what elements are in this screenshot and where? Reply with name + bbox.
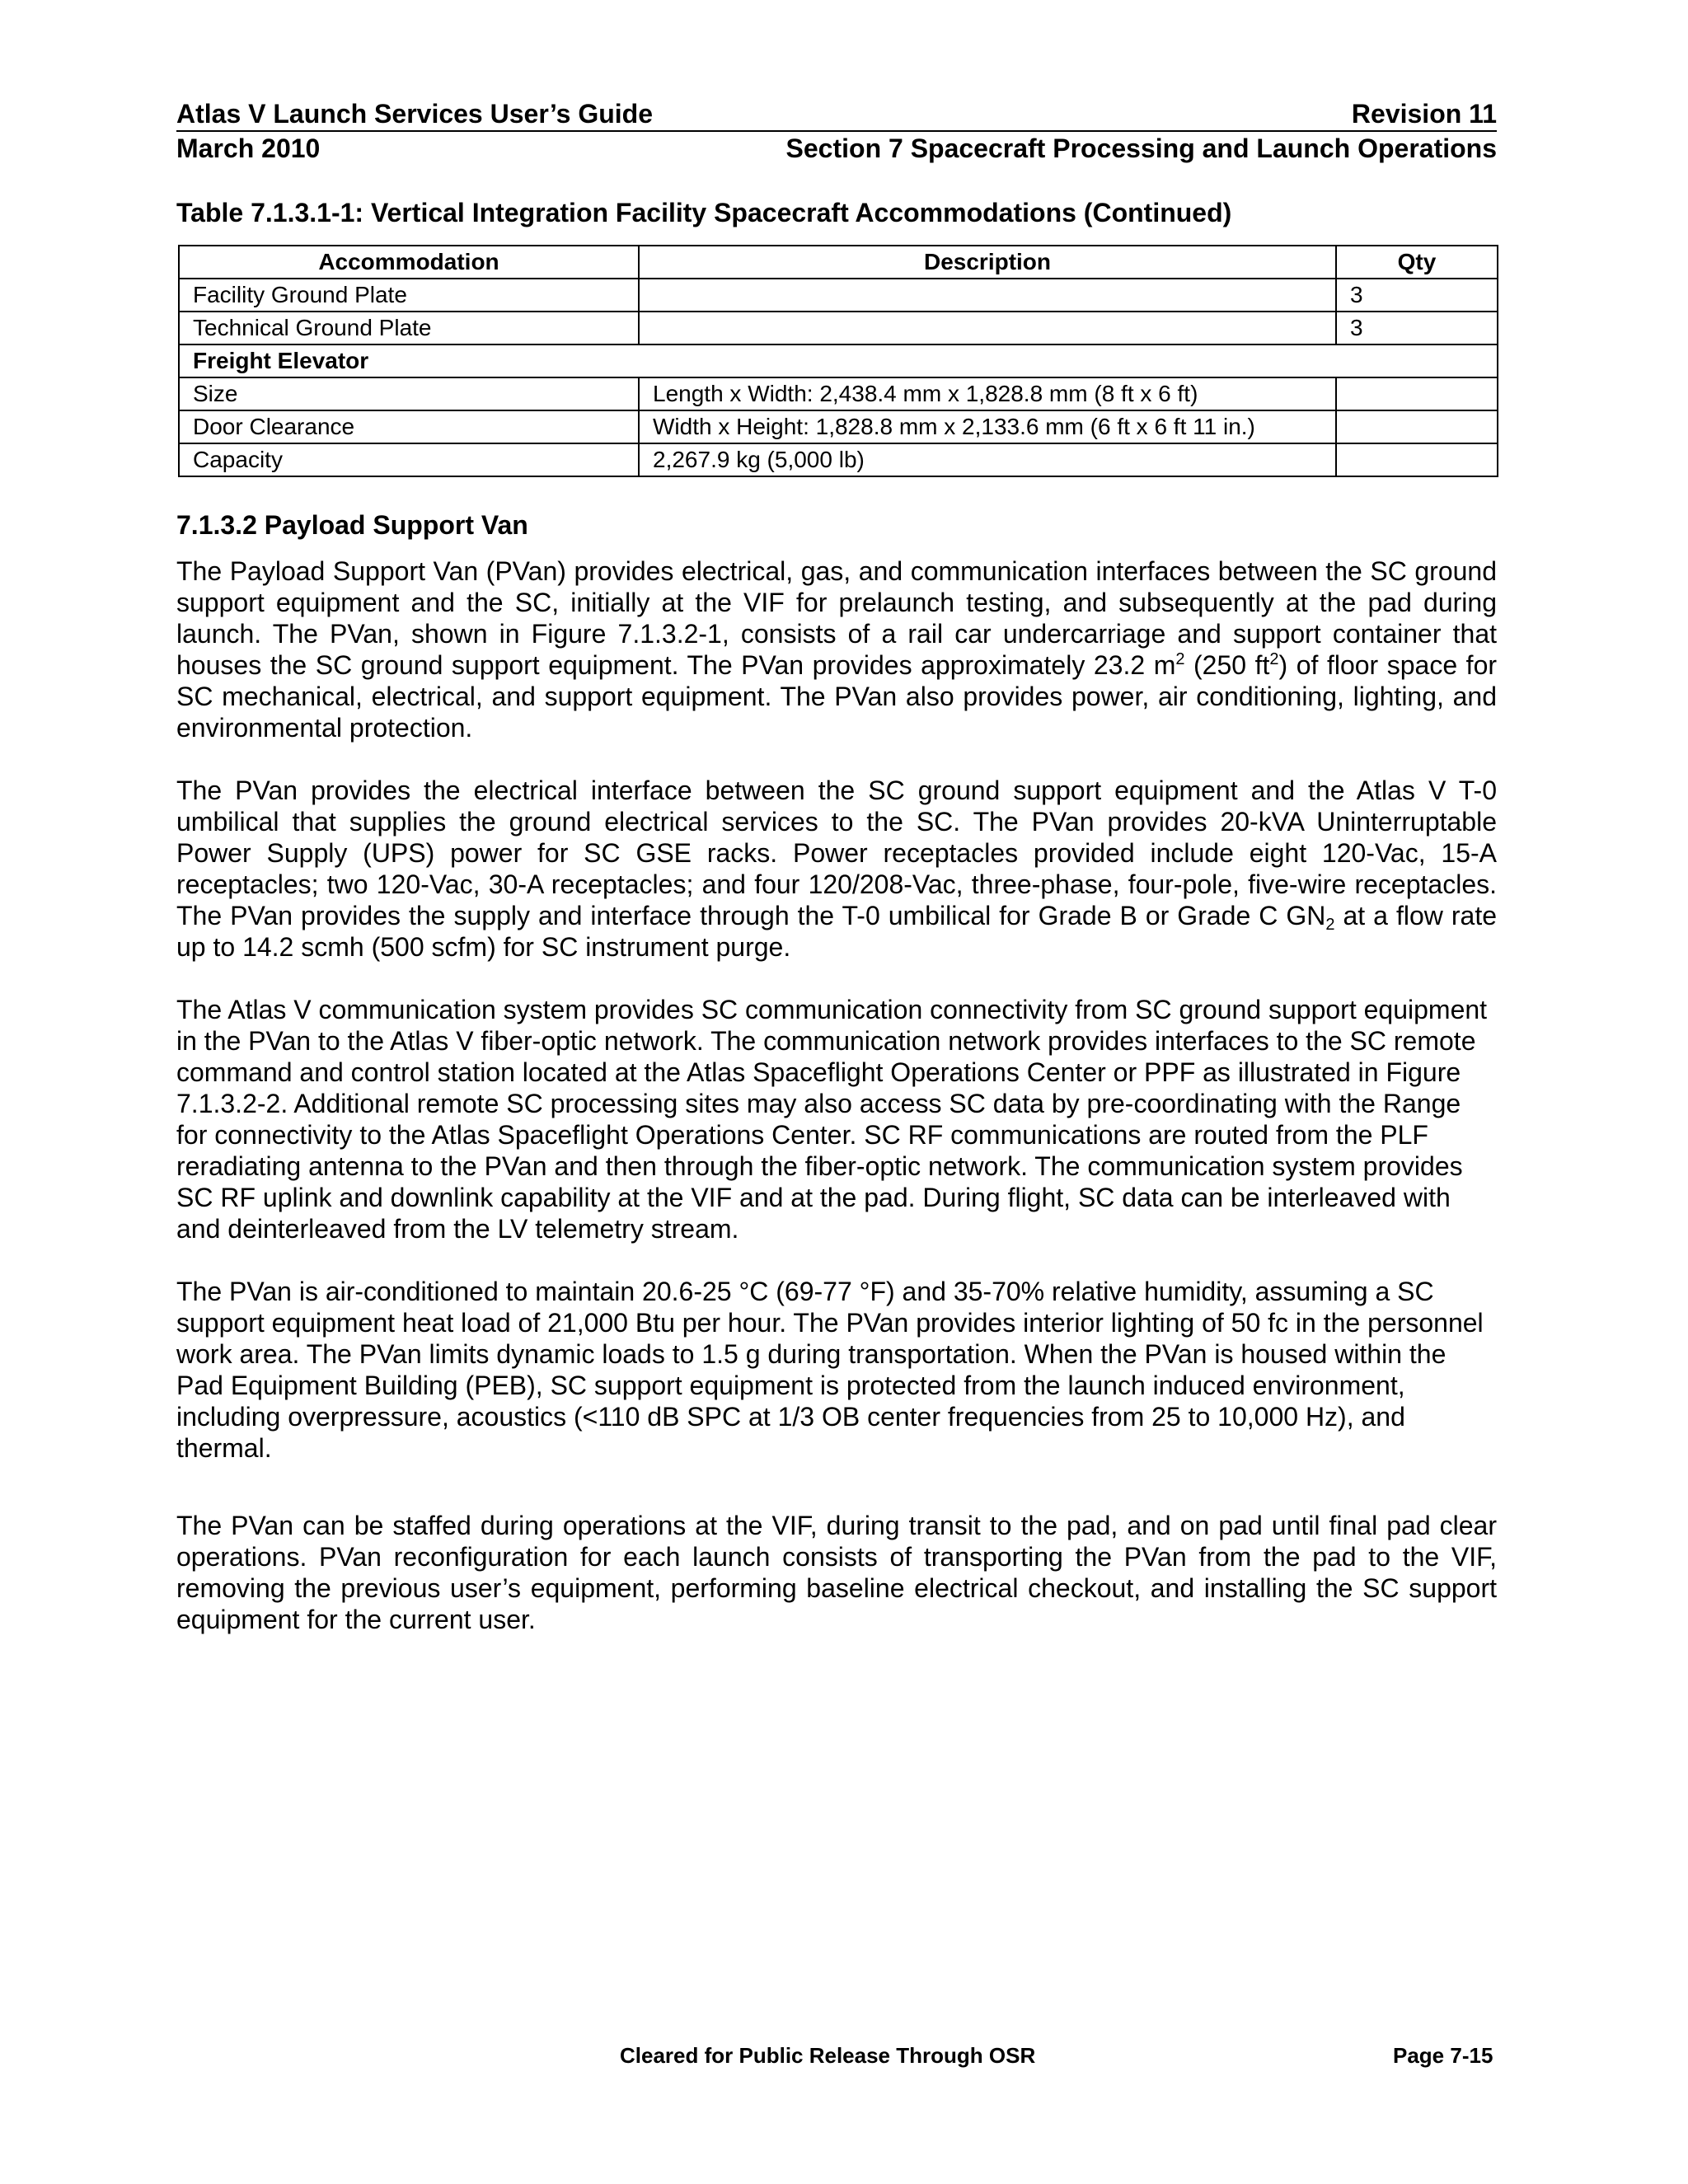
column-header-description: Description (639, 246, 1336, 279)
paragraph-1-text-c: ) of floor space for SC mechanical, electrical, and support equipment. The PVan also provides power, air conditioning, lighting, and environmental protection. (176, 650, 1498, 743)
paragraph-5: The PVan can be staffed during operations at the VIF, during transit to the pad, and on pad until final pad clear operations. PVan reconfiguration for each launch consists of transporting the PVan from the pad to the VIF, removing the previous user’s equipment, performing baseline electrical checkout, and installing the SC support equipment for the current user. (176, 1511, 1497, 1634)
cell-description: 2,267.9 kg (5,000 lb) (639, 443, 1336, 476)
document-date: March 2010 (176, 134, 321, 163)
cell-qty (1336, 410, 1498, 443)
cell-description (639, 279, 1336, 312)
table-row (179, 443, 1498, 476)
header-row-1 (176, 97, 1497, 132)
cell-qty (1336, 443, 1498, 476)
document-title: Atlas V Launch Services User’s Guide (176, 99, 654, 129)
paragraph-2-text-a: The PVan provides the electrical interface between the SC ground support equipment and the Atlas V T-0 umbilical that supplies the ground electrical services to the SC. The PVan provides 20-kVA Uninterruptable Power Supply (UPS) power for SC GSE racks. Power receptacles provided include eight 120-Vac, 15-A receptacles; two 120-Vac, 30-A receptacles; and four 120/208-Vac, three-phase, four-pole, five-wire receptacles. The PVan provides the supply and interface through the T-0 umbilical for Grade B or Grade C GN (176, 776, 1497, 930)
paragraph-1 (176, 555, 1497, 743)
subscript: 2 (1325, 916, 1335, 934)
cell-qty (1336, 377, 1498, 410)
cell-accommodation: Capacity (179, 443, 639, 476)
accommodations-table (178, 245, 1498, 477)
footer-page-number: Page 7-15 (1393, 2043, 1493, 2068)
cell-accommodation: Size (179, 377, 639, 410)
table-header-row (179, 246, 1498, 279)
cell-qty: 3 (1336, 312, 1498, 344)
page-header (176, 97, 1497, 165)
paragraph-4: The PVan is air-conditioned to maintain 20.6-25 °C (69-77 °F) and 35-70% relative humidity, assuming a SC support equipment heat load of 21,000 Btu per hour. The PVan provides interior lighting of 50 fc in the personnel work area. The PVan limits dynamic loads to 1.5 g during transportation. When the PVan is housed within the Pad Equipment Building (PEB), SC support equipment is protected from the launch induced environment, including overpressure, acoustics (<110 dB SPC at 1/3 OB center frequencies from 25 to 10,000 Hz), and thermal. (176, 1277, 1484, 1463)
cell-description: Length x Width: 2,438.4 mm x 1,828.8 mm (8 ft x 6 ft) (639, 377, 1336, 410)
paragraph-1-text-b: (250 ft (1184, 650, 1270, 680)
cell-accommodation: Technical Ground Plate (179, 312, 639, 344)
cell-qty: 3 (1336, 279, 1498, 312)
cell-accommodation: Door Clearance (179, 410, 639, 443)
table-title: Table 7.1.3.1-1: Vertical Integration Facility Spacecraft Accommodations (Continued) (176, 198, 1232, 227)
section-label: Section 7 Spacecraft Processing and Launch Operations (785, 134, 1497, 163)
paragraph-2 (176, 775, 1497, 963)
table-row (179, 377, 1498, 410)
paragraph-3: The Atlas V communication system provides SC communication connectivity from SC ground support equipment in the PVan to the Atlas V fiber-optic network. The communication network provides interfaces to the SC remote command and control station located at the Atlas Spaceflight Operations Center or PPF as illustrated in Figure 7.1.3.2-2. Additional remote SC processing sites may also access SC data by pre-coordinating with the Range for connectivity to the Atlas Spaceflight Operations Center. SC RF communications are routed from the PLF reradiating antenna to the PVan and then through the fiber-optic network. The communication system provides SC RF uplink and downlink capability at the VIF and at the pad. During flight, SC data can be interleaved with and deinterleaved from the LV telemetry stream. (176, 995, 1488, 1244)
table-group-row (179, 344, 1498, 377)
table-row (179, 410, 1498, 443)
superscript: 2 (1269, 650, 1279, 668)
table-row (179, 312, 1498, 344)
superscript: 2 (1175, 650, 1185, 668)
column-header-qty: Qty (1336, 246, 1498, 279)
revision-label: Revision 11 (1351, 99, 1497, 129)
cell-description (639, 312, 1336, 344)
footer-release-note: Cleared for Public Release Through OSR (620, 2043, 1036, 2068)
cell-description: Width x Height: 1,828.8 mm x 2,133.6 mm (6 ft x 6 ft 11 in.) (639, 410, 1336, 443)
paragraph-1-text-a: The Payload Support Van (PVan) provides electrical, gas, and communication interfaces between the SC ground support equipment and the SC, initially at the VIF for prelaunch testing, and subsequently at the pad during launch. The PVan, shown in Figure 7.1.3.2-1, consists of a rail car undercarriage and support container that houses the SC ground support equipment. The PVan provides approximately 23.2 m (176, 556, 1497, 680)
paragraph-2-text-b: at a flow rate up to 14.2 scmh (500 scfm) for SC instrument purge. (176, 901, 1498, 962)
cell-accommodation: Facility Ground Plate (179, 279, 639, 312)
group-label-freight-elevator: Freight Elevator (179, 344, 1498, 377)
column-header-accommodation: Accommodation (179, 246, 639, 279)
table-row (179, 279, 1498, 312)
section-heading: 7.1.3.2 Payload Support Van (176, 510, 528, 540)
header-row-2 (176, 132, 1497, 165)
